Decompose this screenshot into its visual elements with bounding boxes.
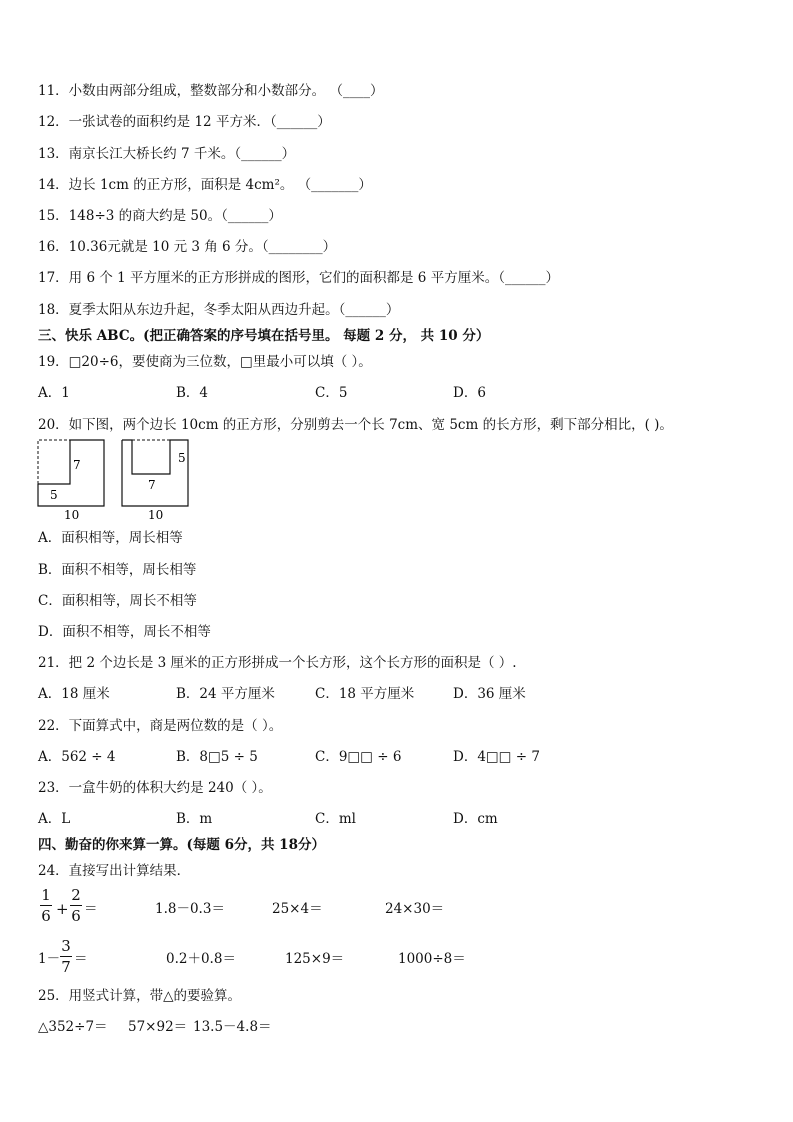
q19-option-d: D．6 bbox=[453, 385, 486, 401]
question-23: 23．一盒牛奶的体积大约是 240（ ）。 bbox=[38, 780, 272, 796]
calc-57-times-92: 57×92＝ bbox=[128, 1019, 188, 1035]
q21-option-c: C．18 平方厘米 bbox=[315, 686, 415, 702]
q20-option-d: D．面积不相等，周长不相等 bbox=[38, 624, 211, 640]
question-18: 18．夏季太阳从东边升起，冬季太阳从西边升起。（______） bbox=[38, 302, 400, 318]
equals-sign: ＝ bbox=[84, 901, 98, 917]
q22-option-b: B．8□5 ÷ 5 bbox=[176, 749, 258, 765]
calc-1-8-minus-0-3: 1.8－0.3＝ bbox=[155, 901, 225, 917]
q19-option-c: C．5 bbox=[315, 385, 348, 401]
right-label-10: 10 bbox=[148, 508, 164, 522]
section-4-title: 四、勤奋的你来算一算。(每题 6分，共 18分） bbox=[38, 837, 325, 853]
left-square-dashed-cut bbox=[38, 440, 70, 484]
one-minus: 1－ bbox=[38, 951, 61, 967]
fraction-three-sevenths bbox=[60, 937, 72, 976]
q19-option-a: A．1 bbox=[38, 385, 70, 401]
question-16: 16．10.36元就是 10 元 3 角 6 分。（________） bbox=[38, 239, 337, 255]
q23-option-c: C．ml bbox=[315, 811, 356, 827]
fraction-numerator: 1 bbox=[41, 886, 51, 904]
calc-125-times-9: 125×9＝ bbox=[285, 951, 345, 967]
calc-352-divide-7: △352÷7＝ bbox=[38, 1019, 108, 1035]
question-20: 20．如下图，两个边长 10cm 的正方形，分别剪去一个长 7cm、宽 5cm 的长方形，剩下部分相比，( )。 bbox=[38, 417, 673, 433]
left-label-5: 5 bbox=[50, 488, 58, 502]
left-label-7: 7 bbox=[73, 458, 81, 472]
right-label-5: 5 bbox=[178, 451, 186, 465]
q23-option-a: A．L bbox=[38, 811, 71, 827]
q22-option-c: C．9□□ ÷ 6 bbox=[315, 749, 402, 765]
q21-option-b: B．24 平方厘米 bbox=[176, 686, 275, 702]
calc-24-times-30: 24×30＝ bbox=[385, 901, 445, 917]
left-label-10: 10 bbox=[64, 508, 80, 522]
calc-25-times-4: 25×4＝ bbox=[272, 901, 323, 917]
q19-option-b: B．4 bbox=[176, 385, 209, 401]
question-14: 14．边长 1cm 的正方形，面积是 4cm²。 （_______） bbox=[38, 177, 372, 193]
fraction-one-sixth bbox=[40, 886, 52, 925]
q20-figure bbox=[36, 438, 196, 524]
equals-sign: ＝ bbox=[74, 951, 88, 967]
fraction-numerator: 3 bbox=[61, 937, 71, 955]
fraction-numerator: 2 bbox=[71, 886, 81, 904]
fraction-denominator: 6 bbox=[41, 907, 51, 925]
q21-option-a: A．18 厘米 bbox=[38, 686, 110, 702]
question-11: 11．小数由两部分组成，整数部分和小数部分。 （____） bbox=[38, 83, 384, 99]
q23-option-d: D．cm bbox=[453, 811, 498, 827]
fraction-bar bbox=[60, 956, 72, 957]
plus-sign: + bbox=[56, 900, 69, 918]
question-13: 13．南京长江大桥长约 7 千米。（______） bbox=[38, 146, 296, 162]
question-22: 22．下面算式中，商是两位数的是（ ）。 bbox=[38, 718, 283, 734]
fraction-two-sixths bbox=[70, 886, 82, 925]
question-19: 19．□20÷6，要使商为三位数，□里最小可以填（ ）。 bbox=[38, 354, 372, 370]
q20-option-c: C．面积相等，周长不相等 bbox=[38, 593, 197, 609]
question-15: 15．148÷3 的商大约是 50。（______） bbox=[38, 208, 282, 224]
right-square-outline bbox=[122, 440, 188, 506]
q20-option-a: A．面积相等，周长相等 bbox=[38, 530, 183, 546]
calc-13-5-minus-4-8: 13.5－4.8＝ bbox=[193, 1019, 272, 1035]
question-17: 17．用 6 个 1 平方厘米的正方形拼成的图形，它们的面积都是 6 平方厘米。（______） bbox=[38, 270, 559, 286]
calc-0-2-plus-0-8: 0.2＋0.8＝ bbox=[166, 951, 236, 967]
fraction-bar bbox=[40, 905, 52, 906]
question-24: 24．直接写出计算结果． bbox=[38, 863, 191, 879]
q22-option-a: A．562 ÷ 4 bbox=[38, 749, 116, 765]
fraction-bar bbox=[70, 905, 82, 906]
q21-option-d: D．36 厘米 bbox=[453, 686, 526, 702]
fraction-denominator: 7 bbox=[61, 958, 71, 976]
q23-option-b: B．m bbox=[176, 811, 213, 827]
question-21: 21．把 2 个边长是 3 厘米的正方形拼成一个长方形，这个长方形的面积是（ ）. bbox=[38, 655, 517, 671]
section-3-title: 三、快乐 ABC。(把正确答案的序号填在括号里。 每题 2 分， 共 10 分） bbox=[38, 328, 490, 344]
right-label-7: 7 bbox=[148, 478, 156, 492]
left-square-outline bbox=[38, 440, 104, 506]
q20-option-b: B．面积不相等，周长相等 bbox=[38, 562, 197, 578]
question-25: 25．用竖式计算，带△的要验算。 bbox=[38, 988, 242, 1004]
fraction-denominator: 6 bbox=[71, 907, 81, 925]
question-12: 12．一张试卷的面积约是 12 平方米．（______） bbox=[38, 114, 331, 130]
q22-option-d: D．4□□ ÷ 7 bbox=[453, 749, 540, 765]
calc-1000-divide-8: 1000÷8＝ bbox=[398, 951, 466, 967]
